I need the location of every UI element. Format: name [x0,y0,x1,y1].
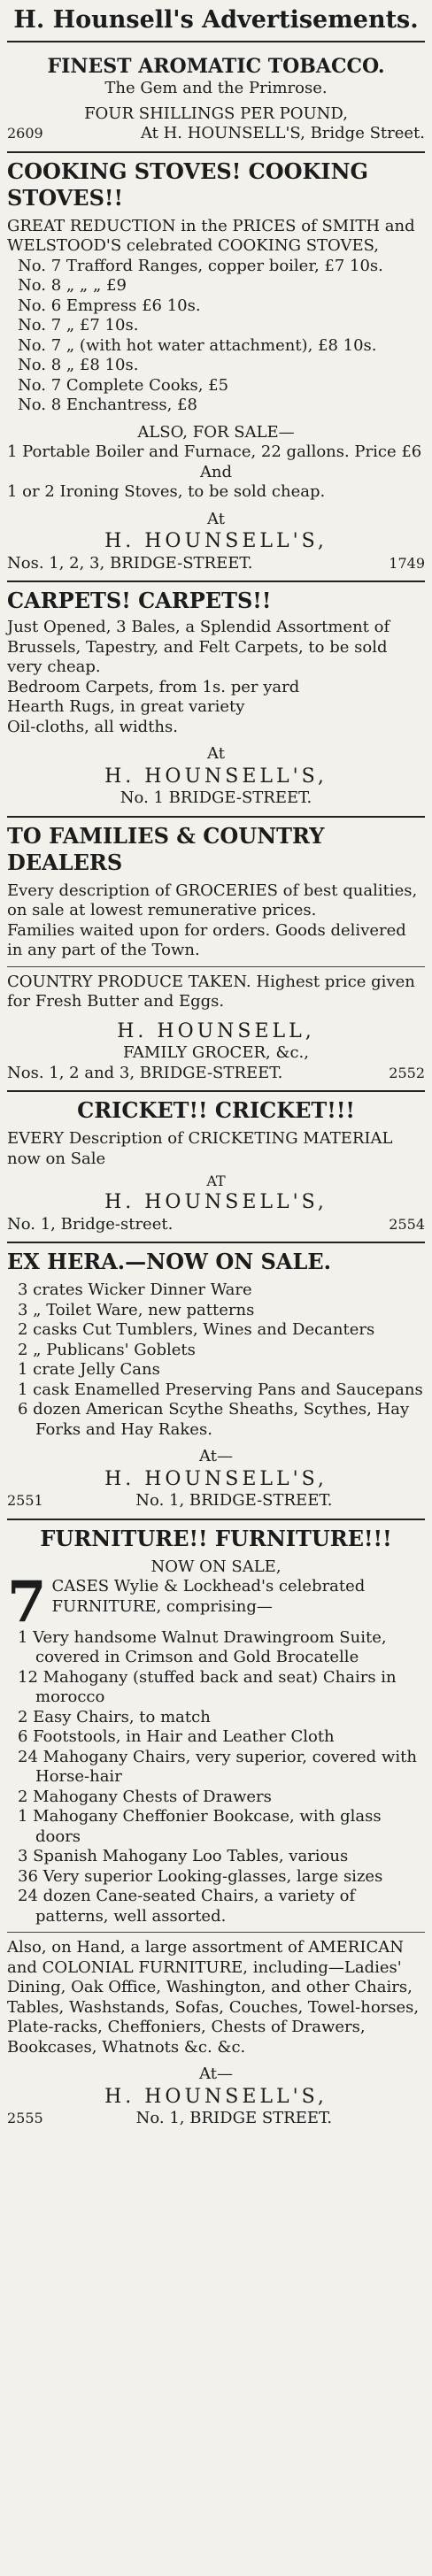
ad-cricket [7,1092,425,1243]
furniture-at: At— [199,2065,233,2084]
stoves-ironing: 1 or 2 Ironing Stoves, to be sold cheap. [7,482,326,502]
furniture-name: H. HOUNSELL'S, [104,2085,328,2108]
list-item: 3 crates Wicker Dinner Ware [18,1280,252,1300]
stoves-heading: COOKING STOVES! COOKING STOVES!! [7,158,369,211]
masthead: H. Hounsell's Advertisements. [7,5,425,42]
ad-cooking-stoves [7,153,425,583]
stoves-at: At [207,509,225,528]
stoves-and: And [199,462,233,481]
ad-code: 2552 [389,1064,425,1081]
tobacco-address: At H. HOUNSELL'S, Bridge Street. [140,124,425,143]
furniture-dropcap: 7 [7,1569,47,1636]
list-item: 3 Spanish Mahogany Loo Tables, various [18,1847,349,1866]
cricket-at: AT [206,1173,226,1190]
list-item: No. 7 „ (with hot water attachment), £8 10s. [18,335,377,355]
produce-title: COUNTRY PRODUCE TAKEN. [7,972,251,991]
list-item: No. 8 „ £8 10s. [18,356,139,375]
grocer-body1: Every description of GROCERIES of best qualities, on sale at lowest remunerative prices. [7,880,418,920]
grocer-name: H. HOUNSELL, [117,1019,315,1042]
list-item: 1 cask Enamelled Preserving Pans and Saucepans [18,1380,423,1399]
cricket-footer [7,1215,425,1235]
ad-code: 2551 [7,1492,43,1510]
produce-body: Highest price given for Fresh Butter and Eggs. [7,972,415,1011]
cricket-name: H. HOUNSELL'S, [104,1191,328,1214]
furniture-now: NOW ON SALE, [150,1557,282,1576]
list-item: 1 Very handsome Walnut Drawingroom Suite, covered in Crimson and Gold Brocatelle [18,1627,387,1667]
furniture-also: Also, on Hand, a large assortment of AMERICAN and COLONIAL FURNITURE, including—Ladies' Dining, Oak Office, Washington, and other Chairs, Tables, Washstands, Sofas, Couches, Towel-horses, Plate-racks, Cheffoniers, Chests of Drawers, Bookcases, Whatnots &c. &c. [7,1938,420,2057]
list-item: No. 8 „ „ „ £9 [18,276,127,296]
hera-address: No. 1, BRIDGE-STREET. [135,1491,333,1511]
ad-code: 2555 [7,2110,43,2127]
hera-at: At— [199,1447,233,1466]
cricket-address: No. 1, Bridge-street. [7,1214,174,1234]
ad-code: 1749 [389,554,425,572]
carpets-address: No. 1 BRIDGE-STREET. [120,788,312,808]
list-item: No. 6 Empress £6 10s. [18,296,201,315]
grocer-role: FAMILY GROCER, &c., [122,1043,309,1063]
hera-name: H. HOUNSELL'S, [104,1467,328,1490]
carpets-heading: CARPETS! CARPETS!! [7,588,272,614]
stoves-list [7,257,425,416]
list-item: 24 Mahogany Chairs, very superior, covered with Horse-hair [18,1747,417,1787]
ad-code: 2554 [389,1215,425,1233]
list-item: No. 7 Trafford Ranges, copper boiler, £7 10s. [18,256,383,275]
hera-footer [7,1491,425,1511]
list-item: 3 „ Toilet Ware, new patterns [18,1300,255,1319]
tobacco-headline: FINEST AROMATIC TOBACCO. [47,54,385,78]
list-item: No. 7 Complete Cooks, £5 [18,375,229,395]
list-item: 1 Mahogany Cheffonier Bookcase, with glass doors [18,1807,382,1846]
carpets-at: At [207,744,225,764]
carpets-line: Hearth Rugs, in great variety [7,697,245,717]
ad-ex-hera [7,1243,425,1520]
stoves-name: H. HOUNSELL'S, [104,530,328,553]
list-item: 24 dozen Cane-seated Chairs, a variety of patterns, well assorted. [18,1887,356,1926]
furniture-heading: FURNITURE!! FURNITURE!!! [40,1525,392,1551]
grocer-footer [7,1064,425,1084]
carpets-name: H. HOUNSELL'S, [104,765,328,788]
furniture-footer [7,2109,425,2129]
carpets-body: Just Opened, 3 Bales, a Splendid Assortment of Brussels, Tapestry, and Felt Carpets, to be sold very cheap. [7,618,390,677]
hera-heading: EX HERA.—NOW ON SALE. [7,1249,331,1275]
stoves-address: Nos. 1, 2, 3, BRIDGE-STREET. [7,553,253,573]
furniture-intro: CASES Wylie & Lockhead's celebrated FURNITURE, comprising— [51,1577,366,1616]
ad-furniture [7,1520,425,2136]
furniture-intro-block [7,1569,425,1636]
cricket-body: EVERY Description of CRICKETING MATERIAL now on Sale [7,1129,393,1168]
furniture-list [7,1628,425,1927]
list-item: 2 casks Cut Tumblers, Wines and Decanters [18,1320,375,1340]
tobacco-footer [7,124,425,144]
list-item: 12 Mahogany (stuffed back and seat) Chairs in morocco [18,1667,397,1707]
tobacco-price: FOUR SHILLINGS PER POUND, [84,104,348,123]
ad-tobacco [7,50,425,153]
ad-grocer [7,818,425,1093]
carpets-line: Bedroom Carpets, from 1s. per yard [7,677,300,696]
list-item: 6 Footstools, in Hair and Leather Cloth [18,1727,335,1747]
grocer-heading: TO FAMILIES & COUNTRY DEALERS [7,822,325,875]
ad-carpets [7,582,425,818]
list-item: 1 crate Jelly Cans [18,1360,160,1380]
carpets-line: Oil-cloths, all widths. [7,717,178,736]
divider [7,966,425,967]
list-item: 36 Very superior Looking-glasses, large sizes [18,1866,383,1886]
grocer-body2: Families waited upon for orders. Goods delivered in any part of the Town. [7,920,406,960]
list-item: No. 7 „ £7 10s. [18,316,139,335]
tobacco-brands: The Gem and the Primrose. [104,79,328,98]
stoves-intro: GREAT REDUCTION in the PRICES of SMITH and WELSTOOD'S celebrated COOKING STOVES, [7,216,415,256]
divider [7,1932,425,1933]
cricket-heading: CRICKET!! CRICKET!!! [77,1097,355,1124]
stoves-boiler: 1 Portable Boiler and Furnace, 22 gallons. Price £6 [7,442,422,462]
stoves-also: ALSO, FOR SALE— [137,422,295,442]
list-item: 6 dozen American Scythe Sheaths, Scythes, Hay Forks and Hay Rakes. [18,1400,410,1439]
list-item: No. 8 Enchantress, £8 [18,396,197,415]
list-item: 2 Easy Chairs, to match [18,1707,211,1726]
list-item: 2 „ Publicans' Goblets [18,1340,196,1359]
ad-code: 2609 [7,125,43,142]
produce-block [7,973,425,1012]
list-item: 2 Mahogany Chests of Drawers [18,1787,272,1806]
hera-list [7,1280,425,1440]
stoves-footer [7,554,425,574]
furniture-address: No. 1, BRIDGE STREET. [135,2109,333,2128]
grocer-address: Nos. 1, 2 and 3, BRIDGE-STREET. [7,1063,283,1082]
